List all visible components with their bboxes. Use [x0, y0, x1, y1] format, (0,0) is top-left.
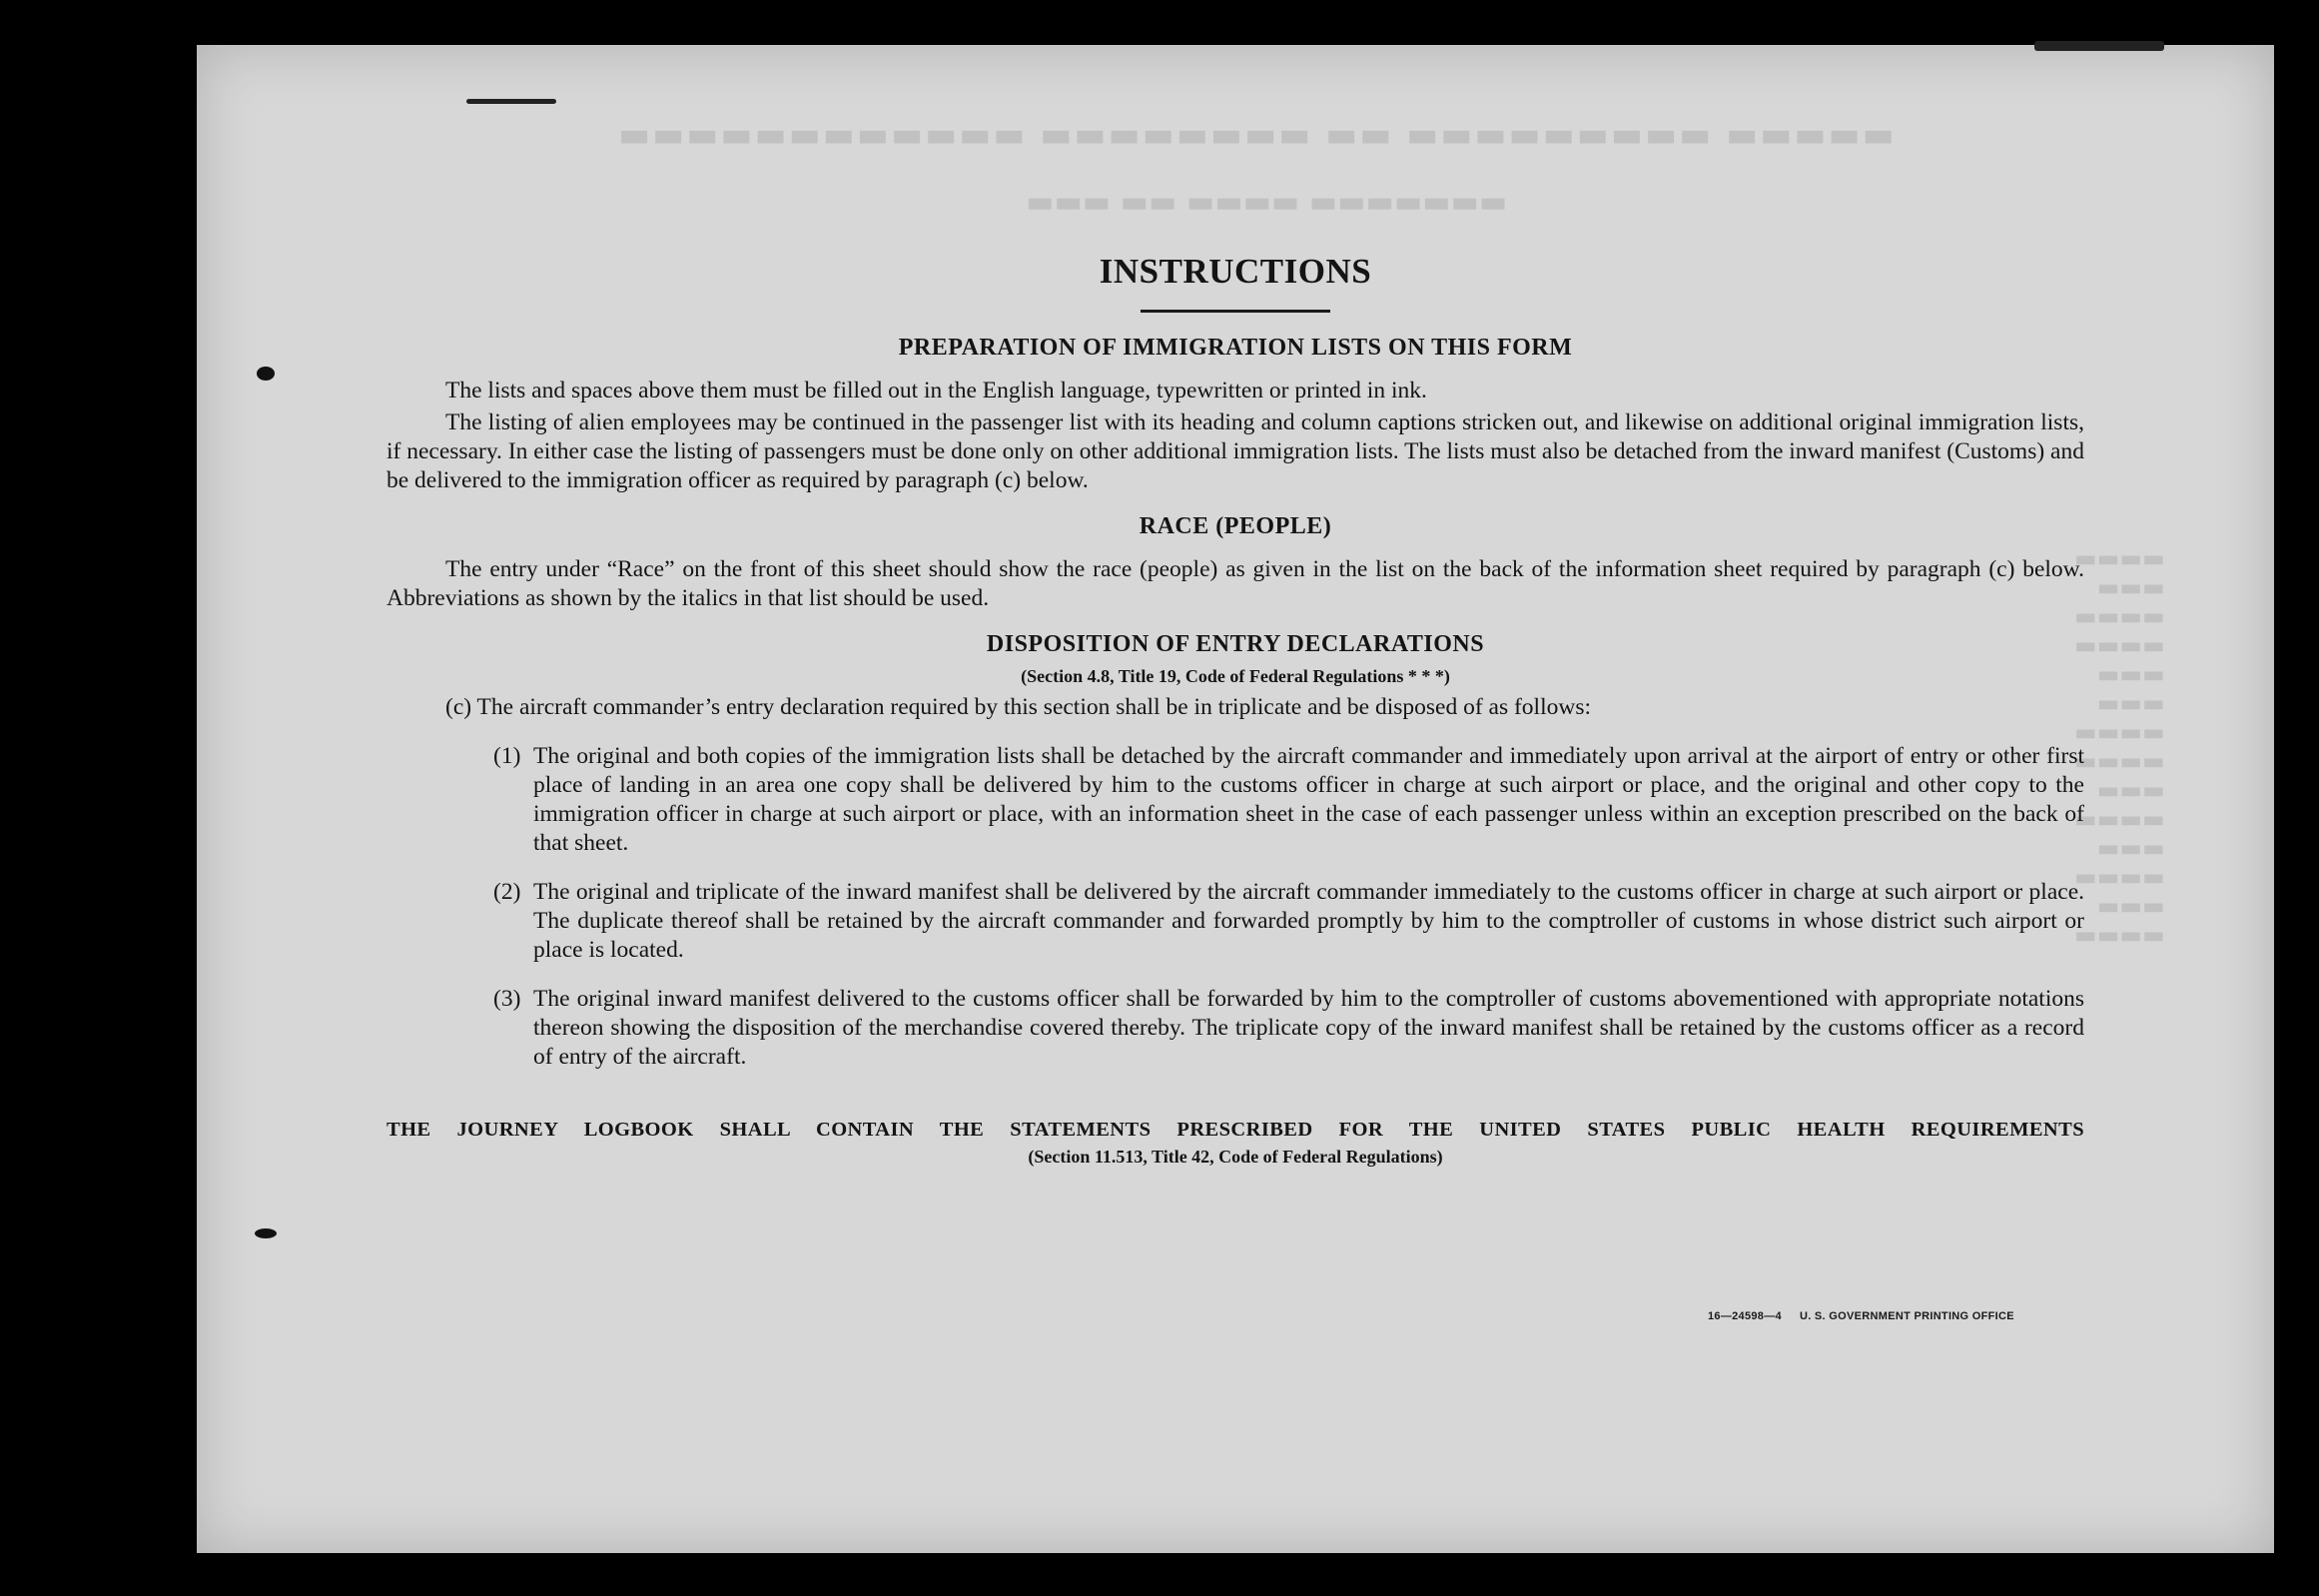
printing-office: U. S. GOVERNMENT PRINTING OFFICE — [1799, 1310, 2014, 1322]
health-citation: (Section 11.513, Title 42, Code of Federal Regulations) — [1028, 1147, 1443, 1167]
punch-hole-mark — [255, 1228, 277, 1238]
document-title: INSTRUCTIONS — [1099, 252, 1372, 291]
clause-text: The aircraft commander’s entry declaration required by this section shall be in triplicate and be disposed of as follows: — [476, 694, 1592, 720]
disposition-item — [493, 985, 2084, 1072]
paper-scuff — [466, 99, 556, 104]
bleed-through-list: ▬▬▬▬ ▬▬▬ ▬▬▬▬ ▬▬▬▬ ▬▬▬ ▬▬▬ ▬▬▬▬ ▬▬▬▬ ▬▬▬ ▬▬▬▬ ▬▬▬ ▬▬▬▬ ▬▬▬ ▬▬▬▬ — [2074, 544, 2165, 949]
race-heading: RACE (PEOPLE) — [1139, 513, 1332, 539]
printer-imprint — [1708, 1310, 2014, 1322]
health-heading: THE JOURNEY LOGBOOK SHALL CONTAIN THE STATEMENTS PRESCRIBED FOR THE UNITED STATES PUBLIC HEALTH REQUIREMENTS — [386, 1119, 2084, 1141]
item-text: The original and triplicate of the inward manifest shall be delivered by the aircraft commander immediately to the customs officer in charge at such airport or place. The duplicate thereof shall be retained by the aircraft commander and forwarded promptly by him to the comptroller of customs in whose district such airport or place is located. — [533, 879, 2084, 963]
paper-scuff — [2034, 41, 2164, 51]
instructions-text — [386, 252, 2084, 1170]
disposition-item — [493, 742, 2084, 858]
item-text: The original and both copies of the immigration lists shall be detached by the aircraft commander and immediately upon arrival at the airport of entry or other first place of landing in an area one copy shall be delivered by him to the customs officer in charge at such airport or place, and the original and other copy to the immigration officer in charge at such airport or place, with an information sheet in the case of each passenger unless within an exception prescribed on the back of that sheet. — [533, 743, 2084, 856]
preparation-paragraph: The lists and spaces above them must be filled out in the English language, typewritten or printed in ink. — [445, 378, 1427, 403]
preparation-paragraph: The listing of alien employees may be continued in the passenger list with its heading and column captions stricken out, and likewise on additional original immigration lists, if necessary. In either case the listing of passengers must be done only on other additional immigration lists. The lists must also be detached from the inward manifest (Customs) and be delivered to the immigration officer as required by paragraph (c) below. — [386, 409, 2084, 493]
clause-c — [445, 693, 2084, 722]
item-text: The original inward manifest delivered to the customs officer shall be forwarded by him to the comptroller of customs abovementioned with appropriate notations thereon showing the disposition of the merchandise covered thereby. The triplicate copy of the inward manifest shall be retained by the customs officer as a record of entry of the aircraft. — [533, 986, 2084, 1070]
disposition-citation: (Section 4.8, Title 19, Code of Federal Regulations * * *) — [1021, 666, 1450, 686]
preparation-heading: PREPARATION OF IMMIGRATION LISTS ON THIS FORM — [898, 335, 1573, 361]
item-label: (2) — [493, 879, 521, 905]
disposition-heading: DISPOSITION OF ENTRY DECLARATIONS — [986, 631, 1485, 657]
disposition-item — [493, 878, 2084, 965]
bleed-through-line: ▬▬▬▬▬▬▬ ▬▬▬▬ ▬▬ ▬▬▬ — [1026, 185, 1508, 220]
form-number: 16—24598—4 — [1708, 1310, 1782, 1322]
race-paragraph: The entry under “Race” on the front of this sheet should show the race (people) as given in the list on the back of the information sheet required by paragraph (c) below. Abbreviations as shown by the italics in that list should be used. — [386, 556, 2084, 611]
clause-label: (c) — [445, 694, 472, 720]
item-label: (3) — [493, 986, 521, 1012]
item-label: (1) — [493, 743, 521, 769]
bleed-through-header: ▬▬▬▬▬ ▬▬▬▬▬▬▬▬▬ ▬▬ ▬▬▬▬▬▬▬▬ ▬▬▬▬▬▬▬▬▬▬▬▬ — [616, 115, 1895, 155]
punch-hole-mark — [257, 367, 275, 381]
title-underline — [1141, 310, 1330, 313]
